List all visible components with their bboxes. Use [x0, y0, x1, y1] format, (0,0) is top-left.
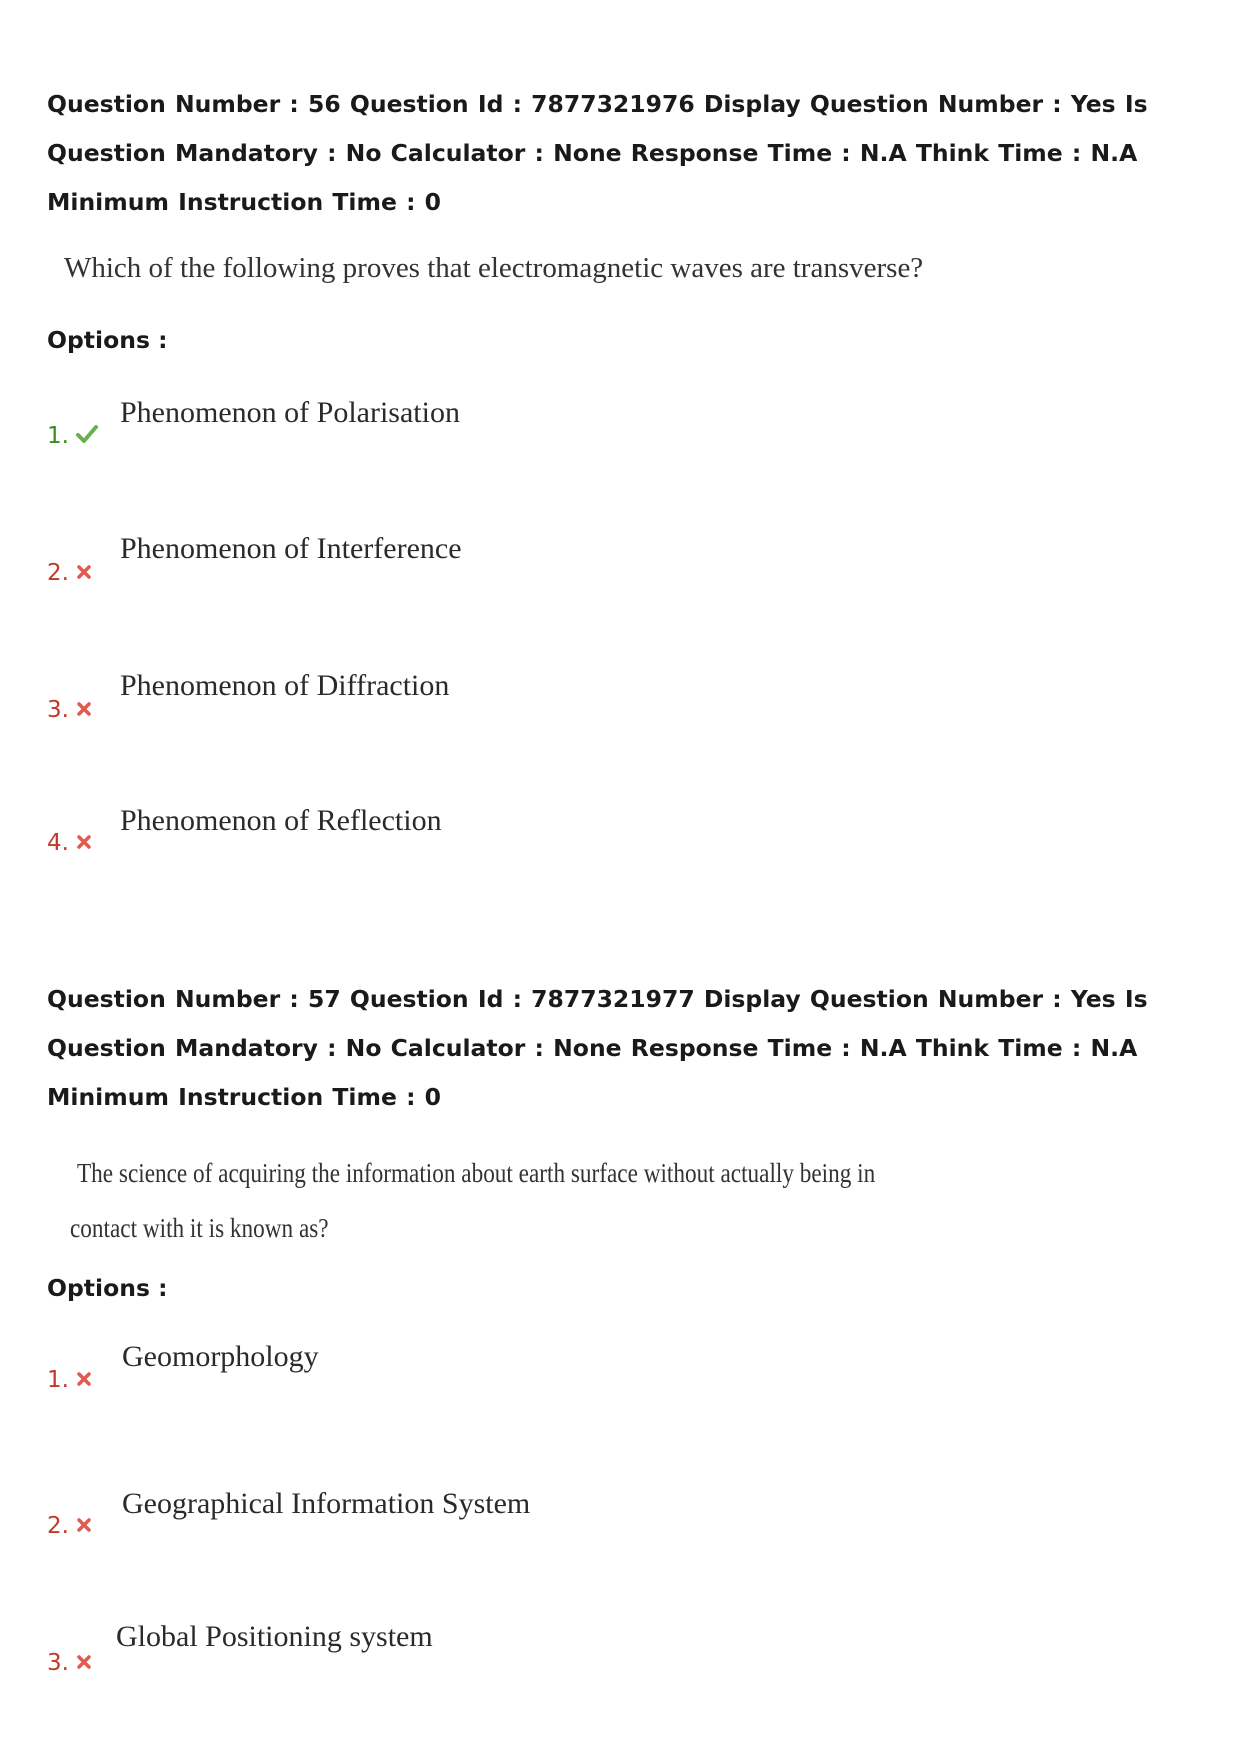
cross-icon: [76, 834, 92, 850]
check-icon: [76, 423, 98, 445]
options-label: Options :: [47, 326, 168, 354]
cross-icon: [76, 701, 92, 717]
option-text: Phenomenon of Reflection: [120, 804, 442, 837]
question-text: The science of acquiring the information about earth surface without actually being in: [77, 1158, 876, 1188]
option-text: Phenomenon of Diffraction: [120, 669, 450, 702]
cross-icon: [76, 1371, 92, 1387]
option-number: 4.: [47, 830, 69, 856]
options-label: Options :: [47, 1274, 168, 1302]
cross-icon: [76, 1517, 92, 1533]
option-text: Geographical Information System: [122, 1487, 531, 1520]
option-text: Phenomenon of Polarisation: [120, 396, 460, 429]
cross-icon: [76, 564, 92, 580]
option-number: 1.: [47, 1367, 69, 1393]
option-text: Geomorphology: [122, 1340, 319, 1373]
option-number: 2.: [47, 1513, 69, 1539]
option-text: Phenomenon of Interference: [120, 532, 462, 565]
option-number: 3.: [47, 697, 69, 723]
cross-icon: [76, 1654, 92, 1670]
question-text: Which of the following proves that electromagnetic waves are transverse?: [64, 252, 924, 284]
question-meta: Question Number : 57 Question Id : 7877321977 Display Question Number : Yes Is Question Mandatory : No Calculator : None Response Time : N.A Think Time : N.A Minimum Instruction Time : 0: [47, 985, 1148, 1111]
option-number: 2.: [47, 560, 69, 586]
question-meta: Question Number : 56 Question Id : 7877321976 Display Question Number : Yes Is Question Mandatory : No Calculator : None Response Time : N.A Think Time : N.A Minimum Instruction Time : 0: [47, 90, 1148, 216]
option-number: 1.: [47, 423, 69, 449]
question-text: contact with it is known as?: [70, 1213, 329, 1243]
option-text: Global Positioning system: [116, 1620, 433, 1653]
option-number: 3.: [47, 1650, 69, 1676]
